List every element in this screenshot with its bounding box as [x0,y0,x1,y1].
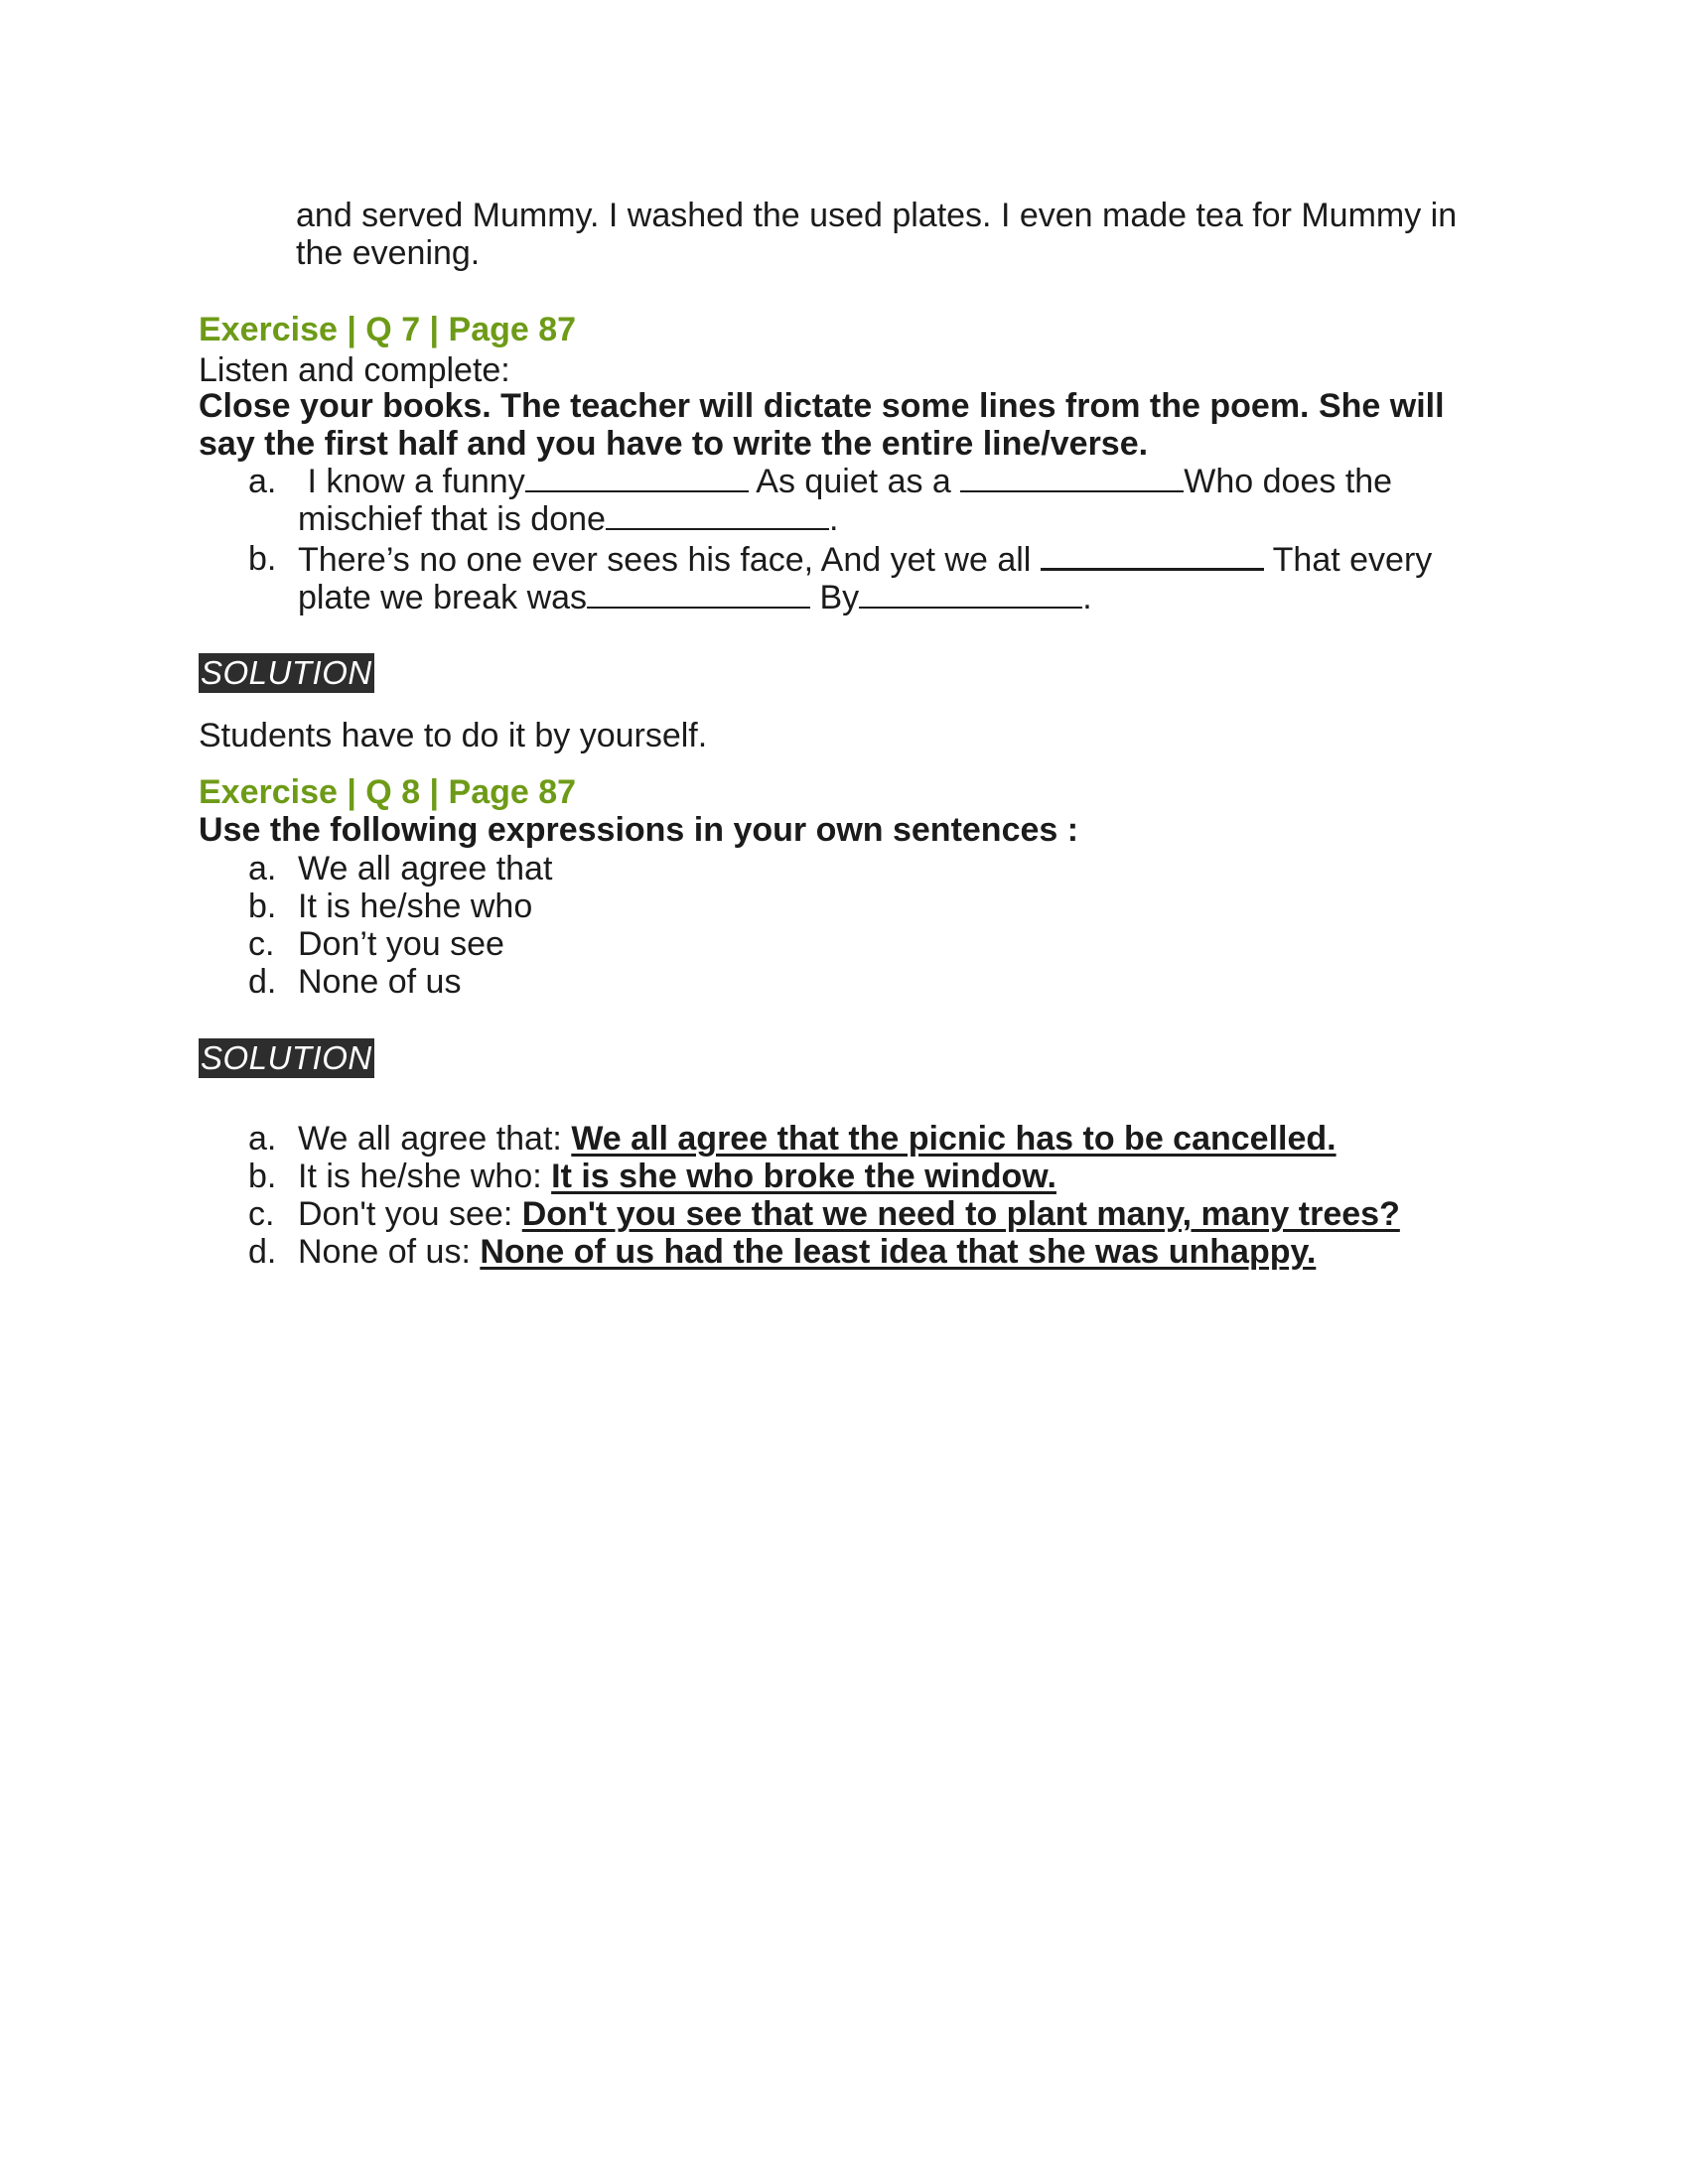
solution-label: SOLUTION [201,1039,372,1076]
answer-prompt: Don't you see: [298,1195,513,1233]
item-marker: a. [248,463,277,500]
blank-line [587,579,810,609]
q7-instruction: Listen and complete: [199,351,510,389]
answer-item [199,1233,1489,1271]
q7-heading: Exercise | Q 7 | Page 87 [199,311,577,348]
answer-item [199,1158,1489,1195]
answer-text: Don't you see that we need to plant many, many trees? [521,1195,1400,1233]
solution-label: SOLUTION [201,654,372,691]
item-text: None of us [298,963,462,1001]
item-text: There’s no one ever sees his face, And yet we all That every plate we break was By . [298,541,1433,616]
item-text: I know a funny As quiet as a Who does the mischief that is done . [298,463,1393,538]
answer-item [199,1195,1489,1233]
item-text: It is he/she who [298,887,533,925]
q8-heading: Exercise | Q 8 | Page 87 [199,773,577,811]
list-item [199,540,1450,616]
q8-solution-label-wrap [199,1038,1509,1078]
item-marker: a. [248,1120,277,1158]
intro-paragraph [296,197,1487,272]
blank-line [960,463,1184,492]
list-item [199,887,1509,925]
item-marker: b. [248,540,277,578]
q8-list [199,850,1509,1001]
list-item [199,850,1509,887]
answer-prompt: It is he/she who: [298,1158,542,1195]
answer-prompt: None of us: [298,1233,471,1271]
q8-bold-instruction: Use the following expressions in your own sentences : [199,811,1079,849]
q7-item-b [199,540,1450,616]
list-item [199,963,1509,1001]
blank-line [606,500,829,530]
item-marker: c. [248,1195,275,1233]
list-item [199,463,1450,538]
q7-solution-text: Students have to do it by yourself. [199,717,708,754]
answer-text: None of us had the least idea that she was unhappy. [480,1233,1317,1271]
q7-bold-instruction: Close your books. The teacher will dictate some lines from the poem. She will say the first half and you have to write the entire line/verse. [199,387,1445,463]
item-marker: c. [248,925,275,963]
q8-answers [199,1120,1489,1271]
item-marker: d. [248,1233,277,1271]
item-text: Don’t you see [298,925,504,963]
item-marker: d. [248,963,277,1001]
blank-line [525,463,749,492]
intro-text: and served Mummy. I washed the used plates. I even made tea for Mummy in the evening. [296,197,1458,272]
item-marker: a. [248,850,277,887]
q7-solution-label-wrap [199,653,1509,693]
answer-text: It is she who broke the window. [551,1158,1056,1195]
q7-item-a [199,463,1450,538]
item-marker: b. [248,1158,277,1195]
item-marker: b. [248,887,277,925]
answer-item [199,1120,1489,1158]
blank-line [1041,540,1264,571]
answer-text: We all agree that the picnic has to be cancelled. [571,1120,1336,1158]
item-text: We all agree that [298,850,553,887]
list-item [199,925,1509,963]
answer-prompt: We all agree that: [298,1120,562,1158]
blank-line [859,579,1082,609]
